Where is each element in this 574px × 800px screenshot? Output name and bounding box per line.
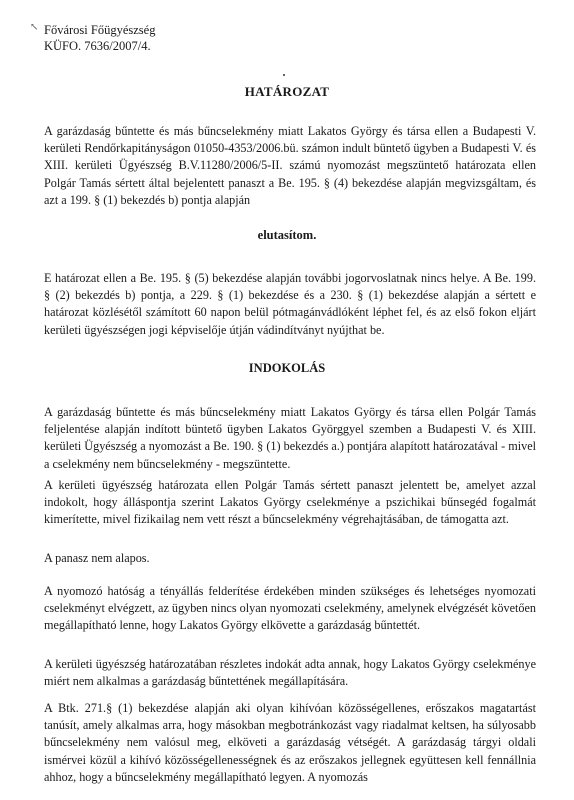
margin-mark: ↖ xyxy=(30,22,39,33)
authority-name: Fővárosi Főügyészség xyxy=(44,23,156,37)
reasoning-paragraph-1: A garázdaság bűntette és más bűncselekmény miatt Lakatos György és társa ellen Polgár Tamás feljelentése alapján indított büntető ügyben Lakatos Györggyel szemben a Budapesti V. és XIII. kerületi Ügyészség a nyomozást a Be. 190. § (1) bekezdés a.) pontjára alapított határozatával - mivel a cselekmény nem bűncselekmény - megszüntette. xyxy=(44,405,536,471)
decision-line: elutasítom. xyxy=(257,228,317,242)
reasoning-paragraph-6: A Btk. 271.§ (1) bekezdése alapján aki olyan kihívóan közösségellenes, erőszakos magatartást tanúsít, amely alkalmas arra, hogy másokban megbotránkozást vagy riadalmat keltsen, ha súlyosabb bűncselekmény nem valósul meg, elköveti a garázdaság vétségét. A garázdaság tárgyi oldali ismérvei közül a kihívó közösségellenességnek és az erőszakos jellegnek együttesen kell fennállnia ahhoz, hogy a bűncselekmény megállapítható legyen. A nyomozás xyxy=(44,701,536,784)
intro-paragraph: A garázdaság bűntette és más bűncselekmény miatt Lakatos György és társa ellen a Budapesti V. kerületi Rendőrkapitányságon 01050-4353/2006.bü. számon indult büntető ügyben a Budapesti V. és XIII. kerületi Ügyészség B.V.11280/2006/5-II. számú nyomozást megszüntető határozata ellen Polgár Tamás sértett által bejelentett panaszt a Be. 195. § (4) bekezdése alapján megvizsgáltam, és azt a 199. § (1) bekezdés b) pontja alapján xyxy=(44,124,536,207)
case-number: KÜFO. 7636/2007/4. xyxy=(44,39,151,53)
reasoning-paragraph-5: A kerületi ügyészség határozatában részletes indokát adta annak, hogy Lakatos György cselekménye miért nem alkalmas a garázdaság bűntettének megállapítására. xyxy=(44,657,536,689)
speck xyxy=(283,74,285,76)
remedy-paragraph: E határozat ellen a Be. 195. § (5) bekezdése alapján további jogorvoslatnak nincs helye. A Be. 199. § (2) bekezdés b) pontja, a 229. § (1) bekezdése és a 230. § (1) bekezdése alapján a sértett e határozat közlésétől számított 60 napon belül pótmagánvádlóként léphet fel, és az első fokon eljárt kerületi ügyészségen jogi képviselője útján vádindítványt nyújthat be. xyxy=(44,271,536,337)
reasoning-paragraph-3: A panasz nem alapos. xyxy=(44,551,150,565)
reasoning-paragraph-2: A kerületi ügyészség határozata ellen Polgár Tamás sértett panaszt jelentett be, amelyet azzal indokolt, hogy álláspontja szerint Lakatos György cselekménye a pszichikai bűnsegéd fogalmát kimerítette, mivel fizikailag nem vett részt a bűncselekmény végrehajtásában, de támogatta azt. xyxy=(44,478,536,527)
document-title: HATÁROZAT xyxy=(244,84,330,99)
reasoning-heading: INDOKOLÁS xyxy=(248,361,326,375)
document-header xyxy=(30,22,156,54)
reasoning-paragraph-4: A nyomozó hatóság a tényállás felderítése érdekében minden szükséges és lehetséges nyomozati cselekményt elvégzett, az ügyben nincs olyan nyomozati cselekmény, amelynek elvégzését követően megállapítható lenne, hogy Lakatos György elkövette a garázdaság bűntettét. xyxy=(44,584,536,633)
